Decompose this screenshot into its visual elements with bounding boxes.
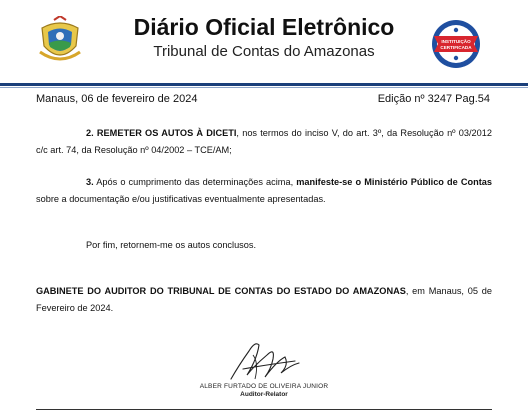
signatory-name: ALBER FURTADO DE OLIVEIRA JUNIOR [199, 383, 329, 390]
publication-date: Manaus, 06 de fevereiro de 2024 [36, 93, 198, 105]
page-subtitle: Tribunal de Contas do Amazonas [153, 43, 375, 60]
edition-number: Edição nº 3247 Pag.54 [377, 93, 490, 105]
paragraph-bold: manifeste-se o Ministério Público de Contas [296, 177, 492, 187]
paragraph-remeter [36, 125, 492, 158]
paragraph-text: , nos termos do inciso V, do art. 3º, da Resolução nº 03/2012 c/c art. 74, da Resolução nº 04/2002 – TCE/AM; [36, 128, 492, 155]
paragraph-gabinete [36, 283, 492, 316]
header-divider-thin [0, 87, 528, 88]
signatory-role: Auditor-Relator [240, 391, 288, 398]
page-header [0, 0, 528, 80]
item-number: 2. [86, 128, 94, 138]
paragraph-bold: GABINETE DO AUDITOR DO TRIBUNAL DE CONTAS DO ESTADO DO AMAZONAS [36, 286, 406, 296]
item-number: 3. [86, 177, 94, 187]
certified-institution-seal-icon [428, 18, 484, 75]
page-title: Diário Oficial Eletrônico [133, 14, 395, 40]
paragraph-conclusos [36, 237, 492, 254]
paragraph-text: Após o cumprimento das determinações acima, [96, 177, 297, 187]
paragraph-bold: REMETER OS AUTOS À DICETI [96, 128, 237, 138]
paragraph-text: , em Manaus, 05 de Fevereiro de 2024. [36, 286, 492, 313]
svg-text:INSTITUIÇÃO: INSTITUIÇÃO [441, 39, 471, 44]
svg-text:CERTIFICADA: CERTIFICADA [440, 45, 472, 50]
paragraph-text: sobre a documentação e/ou justificativas eventualmente apresentadas. [36, 193, 326, 204]
paragraph-text: Por fim, retornem-me os autos conclusos. [86, 240, 257, 250]
header-divider [0, 83, 528, 86]
paragraph-manifeste [36, 174, 492, 207]
footer-divider [36, 409, 492, 410]
